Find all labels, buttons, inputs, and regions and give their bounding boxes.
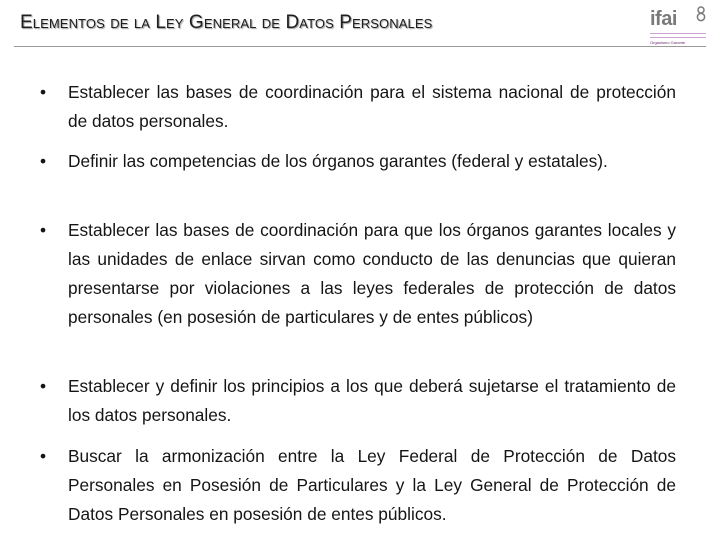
page-title: Elementos de la Ley General de Datos Personales	[20, 12, 433, 33]
bullet-dot: •	[40, 376, 47, 396]
bullet-item	[40, 78, 676, 136]
logo-tagline: Organismo Garante	[650, 40, 686, 45]
bullet-item	[40, 147, 676, 176]
bullet-item	[40, 372, 676, 430]
logo-divider	[650, 33, 706, 34]
bullet-dot: •	[40, 151, 47, 171]
ifai-logo-icon	[695, 6, 707, 22]
bullet-text: Establecer las bases de coordinación para el sistema nacional de protección de datos personales.	[68, 82, 676, 131]
bullet-item	[40, 216, 676, 332]
bullet-text: Establecer y definir los principios a los que deberá sujetarse el tratamiento de los datos personales.	[68, 376, 676, 425]
bullet-dot: •	[40, 220, 47, 240]
bullet-dot: •	[40, 446, 47, 466]
ifai-logo	[646, 6, 708, 46]
logo-wordmark: ifai	[650, 8, 677, 30]
bullet-text: Establecer las bases de coordinación para que los órganos garantes locales y las unidades de enlace sirvan como conducto de las denuncias que quieran presentarse por violaciones a las leyes federales de protección de datos personales (en posesión de particulares y de entes públicos)	[68, 220, 676, 327]
bullet-dot: •	[40, 82, 47, 102]
bullet-text: Buscar la armonización entre la Ley Federal de Protección de Datos Personales en Posesión de Particulares y la Ley General de Protección de Datos Personales en posesión de entes públicos.	[68, 446, 676, 524]
header-divider	[14, 46, 706, 47]
logo-divider	[650, 37, 706, 38]
bullet-text: Definir las competencias de los órganos garantes (federal y estatales).	[68, 151, 608, 171]
bullet-item	[40, 442, 676, 529]
